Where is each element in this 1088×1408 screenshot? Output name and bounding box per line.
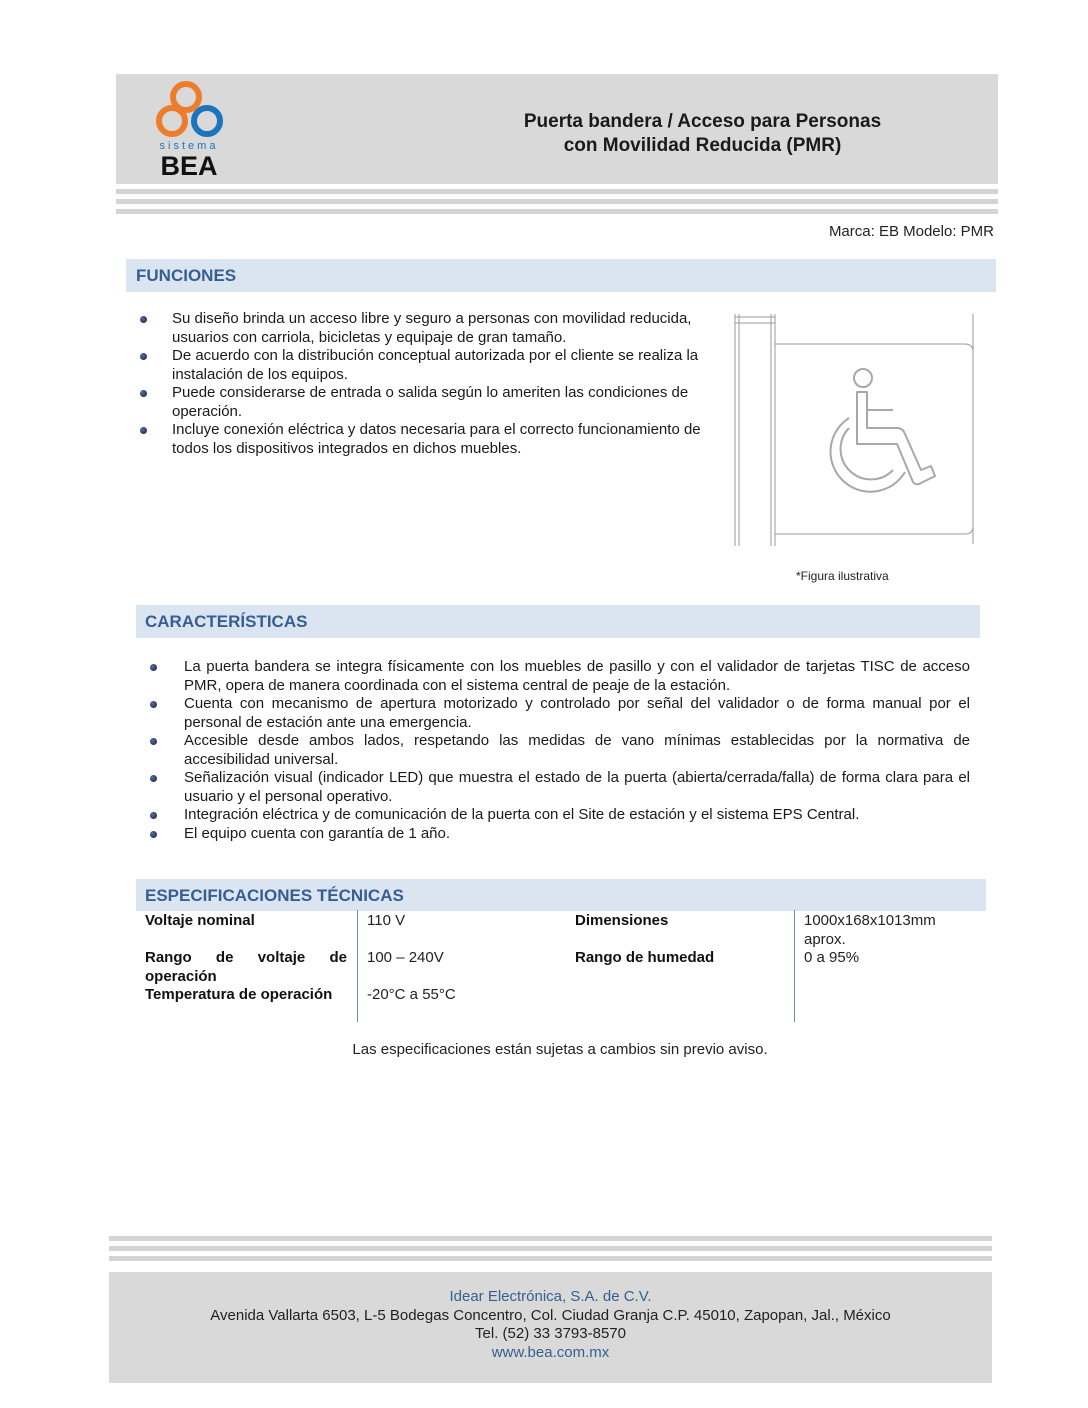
table-divider xyxy=(794,910,795,1022)
list-item xyxy=(184,658,970,695)
list-item xyxy=(172,421,720,458)
spec-value: 100 – 240V xyxy=(367,949,444,966)
spec-value: 0 a 95% xyxy=(804,949,860,966)
list-item-text: Puede considerarse de entrada o salida según lo ameriten las condiciones de operación. xyxy=(172,384,689,420)
bullet-icon xyxy=(140,316,147,323)
table-divider xyxy=(357,910,358,1022)
caracteristicas-list xyxy=(184,658,970,843)
spec-label: Dimensiones xyxy=(575,912,669,929)
header-divider-stripe xyxy=(116,209,998,214)
footer-divider-stripe xyxy=(109,1236,992,1241)
section-title-funciones: FUNCIONES xyxy=(136,266,237,285)
disclaimer-text: Las especificaciones están sujetas a cambios sin previo aviso. xyxy=(352,1041,768,1058)
list-item xyxy=(184,825,970,844)
logo-text-top: sistema xyxy=(159,140,219,152)
bullet-icon xyxy=(150,701,157,708)
title-line-2: con Movilidad Reducida (PMR) xyxy=(563,135,842,156)
footer xyxy=(109,1288,992,1362)
bullet-icon xyxy=(150,831,157,838)
list-item-text: Incluye conexión eléctrica y datos necesaria para el correcto funcionamiento de todos los dispositivos integrados en dichos muebles. xyxy=(172,421,701,457)
spec-label: Voltaje nominal xyxy=(145,912,255,929)
spec-label: Rango de voltaje de operación xyxy=(145,949,347,985)
list-item-text: Accesible desde ambos lados, respetando las medidas de vano mínimas establecidas por la normativa de accesibilidad universal. xyxy=(184,732,970,768)
figure-caption: *Figura ilustrativa xyxy=(796,569,889,583)
footer-divider-stripe xyxy=(109,1256,992,1261)
list-item-text: La puerta bandera se integra físicamente con los muebles de pasillo y con el validador de tarjetas TISC de acceso PMR, opera de manera coordinada con el sistema central de peaje de la estación. xyxy=(184,658,970,694)
list-item-text: El equipo cuenta con garantía de 1 año. xyxy=(184,824,451,842)
spec-label: Temperatura de operación xyxy=(145,986,333,1003)
footer-website-link[interactable]: www.bea.com.mx xyxy=(491,1343,610,1361)
list-item-text: Señalización visual (indicador LED) que muestra el estado de la puerta (abierta/cerrada/falla) de forma clara para el usuario y el personal operativo. xyxy=(184,769,970,805)
product-figure xyxy=(733,312,977,548)
list-item xyxy=(184,806,970,825)
list-item-text: De acuerdo con la distribución conceptual autorizada por el cliente se realiza la instalación de los equipos. xyxy=(172,347,699,383)
list-item xyxy=(172,310,720,347)
header-divider-stripe xyxy=(116,189,998,194)
list-item xyxy=(184,769,970,806)
footer-divider-stripe xyxy=(109,1246,992,1251)
list-item xyxy=(184,695,970,732)
section-title-caracteristicas: CARACTERÍSTICAS xyxy=(145,612,308,631)
list-item-text: Su diseño brinda un acceso libre y seguro a personas con movilidad reducida, usuarios con carriola, bicicletas y equipaje de gran tamaño. xyxy=(172,310,692,346)
section-bar-funciones xyxy=(126,259,996,292)
list-item-text: Integración eléctrica y de comunicación de la puerta con el Site de estación y el sistema EPS Central. xyxy=(184,806,860,823)
section-title-especificaciones: ESPECIFICACIONES TÉCNICAS xyxy=(145,886,404,905)
header-divider-stripe xyxy=(116,199,998,204)
bea-logo-icon xyxy=(146,78,246,178)
spec-label: Rango de humedad xyxy=(575,949,715,966)
footer-company: Idear Electrónica, S.A. de C.V. xyxy=(449,1288,652,1305)
list-item xyxy=(184,732,970,769)
spec-value: -20°C a 55°C xyxy=(367,986,456,1003)
footer-phone: Tel. (52) 33 3793-8570 xyxy=(475,1325,626,1342)
bea-logo xyxy=(146,78,246,178)
logo-text-bottom: BEA xyxy=(160,151,218,178)
spec-value: 110 V xyxy=(367,912,406,929)
bullet-icon xyxy=(140,353,147,360)
footer-address: Avenida Vallarta 6503, L-5 Bodegas Concentro, Col. Ciudad Granja C.P. 45010, Zapopan, Jal., México xyxy=(210,1306,891,1324)
brand-model-line: Marca: EB Modelo: PMR xyxy=(828,223,994,240)
document-title xyxy=(440,110,965,158)
list-item-text: Cuenta con mecanismo de apertura motorizado y controlado por señal del validador o de forma manual por el personal de estación ante una emergencia. xyxy=(184,695,970,731)
title-line-1: Puerta bandera / Acceso para Personas xyxy=(523,111,882,132)
bullet-icon xyxy=(150,664,157,671)
specs-table xyxy=(141,910,986,1022)
bullet-icon xyxy=(140,390,147,397)
list-item xyxy=(172,384,720,421)
funciones-list xyxy=(172,310,720,458)
list-item xyxy=(172,347,720,384)
bullet-icon xyxy=(150,775,157,782)
bullet-icon xyxy=(150,738,157,745)
spec-value: 1000x168x1013mm aprox. xyxy=(804,912,936,948)
bullet-icon xyxy=(150,812,157,819)
wheelchair-accessibility-icon xyxy=(733,312,977,548)
bullet-icon xyxy=(140,427,147,434)
